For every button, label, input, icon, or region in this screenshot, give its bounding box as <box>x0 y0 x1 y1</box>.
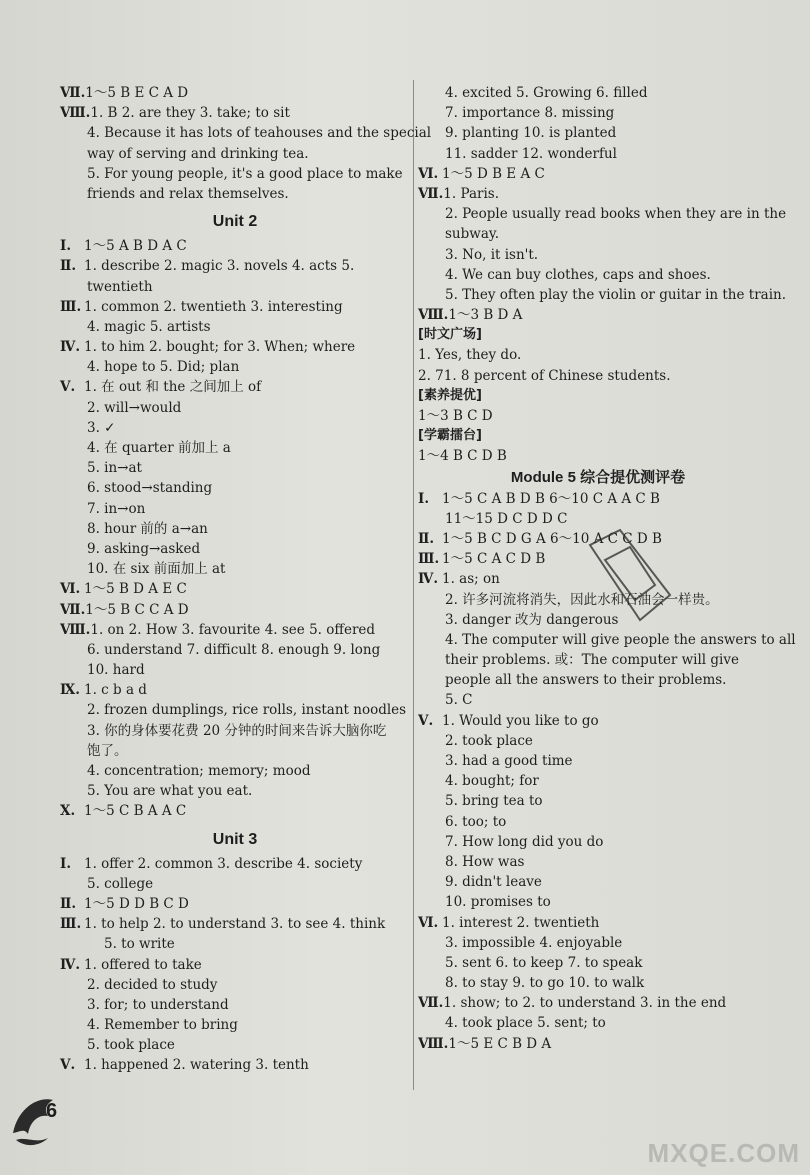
section-number: Ⅵ. <box>418 914 439 931</box>
answer-text: twentieth <box>87 278 153 295</box>
answer-text: 1. B 2. are they 3. take; to sit <box>90 105 290 122</box>
answer-line <box>60 337 410 357</box>
answer-line <box>60 438 410 458</box>
section-number: Ⅰ. <box>418 490 430 507</box>
section-number: Ⅴ. <box>418 712 434 729</box>
answer-text: people all the answers to their problems. <box>445 672 727 689</box>
answer-text: 1～5 B C D G A 6～10 A C C D B <box>442 530 662 547</box>
answer-line <box>418 650 778 670</box>
answer-text: 8. to stay 9. to go 10. to walk <box>445 975 645 992</box>
answer-text: 7. in→on <box>87 500 146 517</box>
answer-text: 饱了。 <box>87 742 128 759</box>
answer-text: 11～15 D C D D C <box>445 510 568 527</box>
section-number: Ⅷ. <box>60 621 91 638</box>
answer-line <box>60 854 410 874</box>
answer-line <box>418 812 778 832</box>
answer-line <box>418 345 778 365</box>
answer-text: 5. sent 6. to keep 7. to speak <box>445 954 643 971</box>
section-number: Ⅴ. <box>60 1057 76 1074</box>
answer-line <box>418 670 778 690</box>
answer-line <box>60 377 410 397</box>
answer-line <box>60 277 410 297</box>
answer-line <box>60 317 410 337</box>
answer-text: their problems. 或：The computer will give <box>445 652 739 669</box>
answer-text: 3. ✓ <box>87 419 116 436</box>
answer-text: 1～5 C A C D B <box>442 551 546 568</box>
answer-line <box>418 953 778 973</box>
answer-text: 5. You are what you eat. <box>87 783 253 800</box>
answer-line <box>60 741 410 761</box>
unit-title: Unit 3 <box>212 830 258 848</box>
section-tag: [学霸擂台] <box>418 428 482 444</box>
answer-text: 1～3 B C D <box>418 408 493 424</box>
answer-line <box>418 224 778 244</box>
answer-line <box>60 357 410 377</box>
answer-text: 9. didn't leave <box>445 874 542 891</box>
section-number: Ⅵ. <box>60 581 81 598</box>
answer-line <box>418 305 778 325</box>
answer-line <box>418 1034 778 1054</box>
answer-line <box>418 690 778 710</box>
answer-line <box>60 1035 410 1055</box>
section-number: Ⅹ. <box>60 803 76 820</box>
section-number: Ⅲ. <box>418 551 440 568</box>
answer-text: 4. Because it has lots of teahouses and the special <box>87 125 432 142</box>
answer-line <box>60 478 410 498</box>
answer-text: 4. hope to 5. Did; plan <box>87 359 240 376</box>
section-number: Ⅶ. <box>60 601 86 618</box>
section-number: Ⅳ. <box>60 956 81 973</box>
answer-text: 1. to help 2. to understand 3. to see 4. think <box>84 916 386 933</box>
section-number: Ⅱ. <box>418 530 435 547</box>
section-number: Ⅸ. <box>60 682 80 699</box>
answer-text: 1～5 D B E A C <box>442 165 545 182</box>
section-number: Ⅰ. <box>60 238 72 255</box>
column-divider <box>413 80 414 1090</box>
answer-text: 1. Paris. <box>443 185 499 202</box>
answer-line <box>60 721 410 741</box>
answer-line <box>60 539 410 559</box>
answer-line <box>60 236 410 256</box>
watermark: MXQE.COM <box>647 1138 800 1168</box>
answer-text: 5. For young people, it's a good place to make <box>87 165 403 182</box>
answer-line <box>418 711 778 731</box>
answer-text: 6. stood→standing <box>87 480 213 497</box>
answer-line <box>418 366 778 386</box>
section-number: Ⅶ. <box>60 85 86 101</box>
answer-text: friends and relax themselves. <box>87 185 289 202</box>
answer-text: 1～5 B D A E C <box>84 581 187 598</box>
section-number: Ⅳ. <box>418 571 439 588</box>
answer-text: 4. Remember to bring <box>87 1017 238 1034</box>
answer-text: 8. How was <box>445 853 525 870</box>
answer-line <box>60 600 410 620</box>
answer-text: 3. for; to understand <box>87 996 229 1013</box>
answer-text: 4. took place 5. sent; to <box>445 1015 606 1032</box>
answer-line <box>60 499 410 519</box>
answer-line <box>60 297 410 317</box>
answer-text: 1. common 2. twentieth 3. interesting <box>84 298 343 315</box>
answer-line <box>60 620 410 640</box>
answer-text: 1. 在 out 和 the 之间加上 of <box>84 379 262 396</box>
answer-text: 5. C <box>445 692 473 709</box>
answer-text: 1～5 C B A A C <box>84 803 187 820</box>
answer-line <box>418 913 778 933</box>
answer-text: 6. understand 7. difficult 8. enough 9. long <box>87 641 381 658</box>
answer-line <box>60 700 410 720</box>
answer-line <box>60 761 410 781</box>
answer-text: 1. Would you like to go <box>442 712 599 729</box>
section-number: Ⅴ. <box>60 379 76 396</box>
answer-text: 1. on 2. How 3. favourite 4. see 5. offered <box>90 621 376 638</box>
answer-line <box>60 660 410 680</box>
answer-line <box>418 973 778 993</box>
answer-text: 9. planting 10. is planted <box>445 125 617 142</box>
answer-text: 1～5 D D B C D <box>84 895 189 912</box>
section-number: Ⅲ. <box>60 916 82 933</box>
answer-line <box>60 995 410 1015</box>
answer-text: 5. in→at <box>87 460 142 477</box>
answer-text: 1～5 B C C A D <box>85 601 189 618</box>
answer-text: 2. People usually read books when they are in the <box>445 206 787 223</box>
answer-text: 1. describe 2. magic 3. novels 4. acts 5. <box>84 258 355 275</box>
module-title: Module 5 综合提优测评卷 <box>510 468 686 486</box>
answer-text: 5. to write <box>104 936 175 953</box>
answer-text: 7. importance 8. missing <box>445 105 615 122</box>
answer-text: 1～5 C A B D B 6～10 C A A C B <box>442 490 660 507</box>
answer-text: subway. <box>445 226 499 243</box>
answer-text: 4. The computer will give people the answers to all <box>445 631 796 648</box>
answer-line <box>418 993 778 1013</box>
answer-text: 10. 在 six 前面加上 at <box>87 561 226 578</box>
answer-line <box>418 265 778 285</box>
answer-line <box>60 955 410 975</box>
answer-text: 1～3 B D A <box>448 307 523 324</box>
answer-text: 7. How long did you do <box>445 833 604 850</box>
answer-line <box>418 852 778 872</box>
answer-text: 2. 许多河流将消失，因此水和石油会一样贵。 <box>445 591 719 608</box>
answer-text: 1. c b a d <box>84 682 147 699</box>
answer-text: 2. took place <box>445 732 533 749</box>
section-tag: [素养提优] <box>418 387 482 403</box>
unit-title: Unit 2 <box>212 213 258 231</box>
left-column <box>60 83 432 1076</box>
answer-text: 4. concentration; memory; mood <box>87 763 311 779</box>
answer-line <box>418 123 778 143</box>
answer-text: 1～5 B E C A D <box>85 85 189 101</box>
answer-line <box>60 559 410 579</box>
answer-line <box>418 832 778 852</box>
answer-line <box>418 933 778 953</box>
answer-line <box>418 771 778 791</box>
answer-line <box>60 914 410 934</box>
answer-text: 1. interest 2. twentieth <box>442 914 600 931</box>
answer-line <box>418 1013 778 1033</box>
answer-text: 2. decided to study <box>87 976 218 993</box>
section-number: Ⅷ. <box>418 307 449 324</box>
answer-text: 5. took place <box>87 1037 175 1054</box>
answer-line <box>418 872 778 892</box>
section-number: Ⅵ. <box>418 165 439 182</box>
section-number: Ⅷ. <box>418 1035 449 1052</box>
answer-line <box>60 934 410 954</box>
answer-text: 1. offer 2. common 3. describe 4. society <box>84 855 363 872</box>
section-number: Ⅷ. <box>60 105 91 122</box>
answer-text: 8. hour 前的 a→an <box>87 520 208 537</box>
answer-text: 11. sadder 12. wonderful <box>445 145 617 162</box>
answer-line <box>418 184 778 204</box>
answer-line <box>60 123 432 143</box>
answer-line <box>418 144 778 164</box>
stamp-icon <box>560 525 680 635</box>
answer-line <box>418 489 778 509</box>
answer-line <box>418 731 778 751</box>
answer-text: 3. impossible 4. enjoyable <box>445 934 623 951</box>
answer-text: 1. show; to 2. to understand 3. in the end <box>443 995 727 1012</box>
answer-line <box>60 164 410 184</box>
answer-text: 3. 你的身体要花费 20 分钟的时间来告诉大脑你吃 <box>87 722 387 739</box>
answer-line <box>60 184 410 204</box>
answer-text: 3. No, it isn't. <box>445 246 539 263</box>
answer-line <box>60 103 410 123</box>
answer-text: 4. bought; for <box>445 773 539 790</box>
answer-line <box>60 579 410 599</box>
answer-line <box>418 285 787 305</box>
answer-line <box>60 398 410 418</box>
answer-text: 1. to him 2. bought; for 3. When; where <box>84 339 356 356</box>
answer-line <box>60 801 410 821</box>
answer-line <box>60 874 410 894</box>
section-number: Ⅲ. <box>60 298 82 315</box>
section-number: Ⅱ. <box>60 895 77 912</box>
answer-line <box>418 892 778 912</box>
section-number: Ⅶ. <box>418 995 444 1012</box>
answer-text: 1～5 A B D A C <box>84 238 187 255</box>
answer-text: 3. had a good time <box>445 753 573 769</box>
answer-text: 1. offered to take <box>84 956 202 973</box>
answer-text: 10. hard <box>87 662 145 679</box>
answer-text: 5. They often play the violin or guitar in the train. <box>445 286 787 303</box>
answer-text: 9. asking→asked <box>87 540 201 557</box>
section-number: Ⅰ. <box>60 855 72 872</box>
answer-line <box>60 519 410 539</box>
answer-text: 3. danger 改为 dangerous <box>445 611 619 628</box>
page-number: 6 <box>46 1100 58 1122</box>
answer-line <box>418 204 787 224</box>
answer-text: 4. excited 5. Growing 6. filled <box>445 85 648 101</box>
answer-text: 5. bring tea to <box>445 793 543 810</box>
answer-line <box>60 781 410 801</box>
answer-line <box>60 418 410 438</box>
answer-text: 2. 71. 8 percent of Chinese students. <box>418 367 671 384</box>
answer-line <box>60 680 410 700</box>
answer-text: 2. frozen dumplings, rice rolls, instant noodles <box>87 702 407 719</box>
answer-line <box>60 83 410 103</box>
answer-text: 1～5 E C B D A <box>448 1035 552 1052</box>
answer-line <box>418 446 778 466</box>
answer-line <box>60 1015 410 1035</box>
answer-text: 1～4 B C D B <box>418 448 507 465</box>
answer-line <box>60 894 410 914</box>
answer-text: 2. will→would <box>87 399 182 416</box>
answer-text: 1. Yes, they do. <box>418 347 522 364</box>
answer-line <box>418 791 778 811</box>
answer-line <box>418 245 778 265</box>
answer-line <box>418 103 778 123</box>
answer-line <box>418 751 778 771</box>
answer-text: 1. as; on <box>442 571 500 588</box>
section-number: Ⅱ. <box>60 258 77 275</box>
answer-line <box>60 256 410 276</box>
answer-line <box>418 164 778 184</box>
section-number: Ⅶ. <box>418 185 444 202</box>
answer-text: 10. promises to <box>445 894 551 911</box>
answer-text: 4. 在 quarter 前加上 a <box>87 440 231 456</box>
answer-text: 1. happened 2. watering 3. tenth <box>84 1057 309 1074</box>
answer-line <box>60 1055 410 1075</box>
answer-text: way of serving and drinking tea. <box>87 145 309 162</box>
answer-line <box>60 458 410 478</box>
answer-text: 4. We can buy clothes, caps and shoes. <box>445 266 711 283</box>
answer-line <box>60 144 410 164</box>
section-number: Ⅳ. <box>60 339 81 356</box>
answer-line <box>418 406 778 426</box>
answer-text: 4. magic 5. artists <box>87 318 211 335</box>
answer-line <box>418 83 778 103</box>
answer-text: 6. too; to <box>445 813 507 830</box>
answer-line <box>60 640 410 660</box>
section-tag: [时文广场] <box>418 327 482 343</box>
answer-line <box>60 975 410 995</box>
answer-text: 5. college <box>87 875 154 892</box>
